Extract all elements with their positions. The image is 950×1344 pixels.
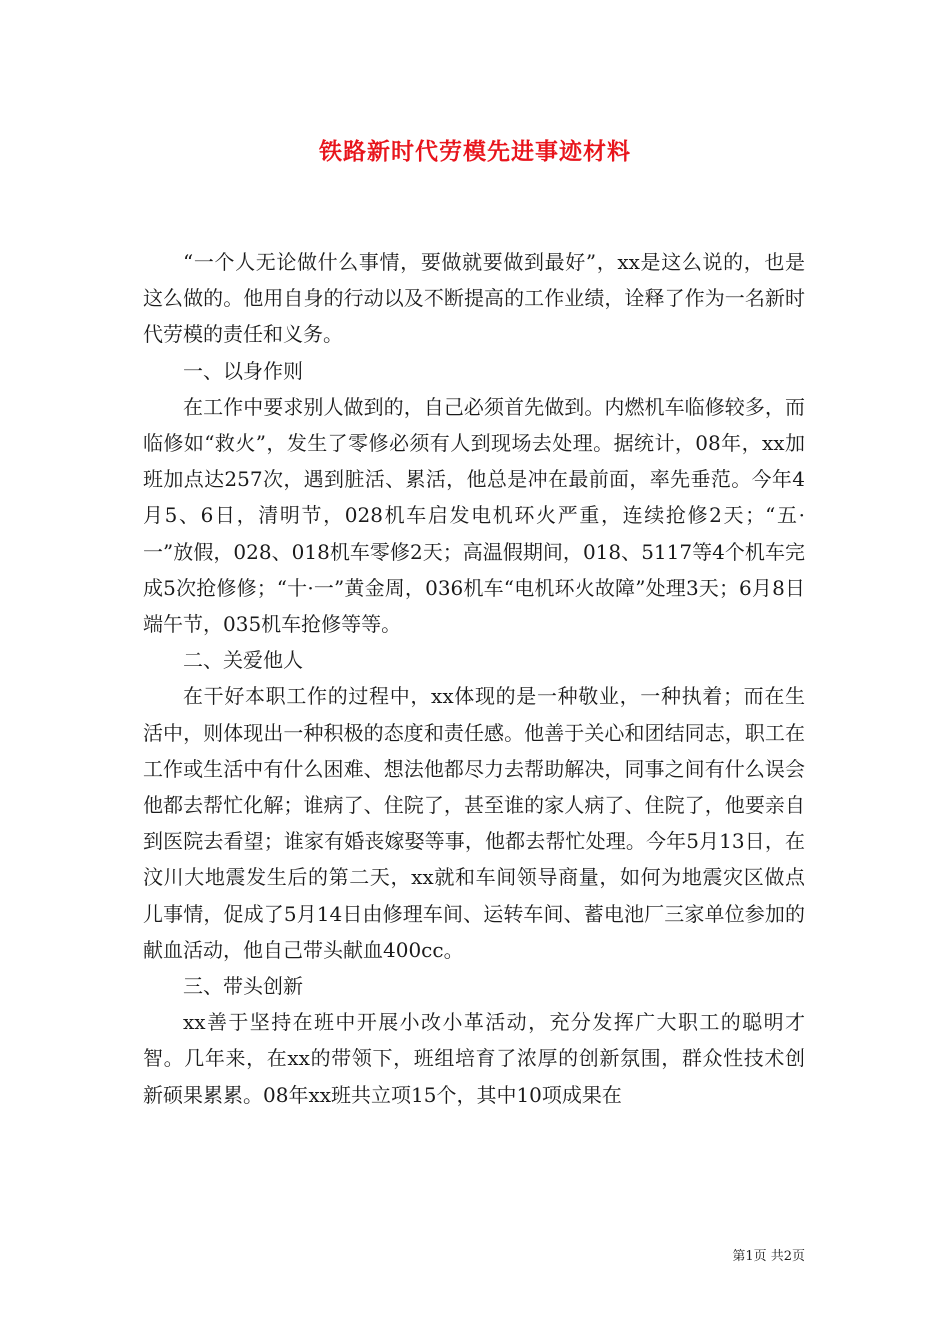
paragraph-section-3: xx善于坚持在班中开展小改小革活动，充分发挥广大职工的聪明才智。几年来，在xx的带领下，班组培育了浓厚的创新氛围，群众性技术创新硕果累累。08年xx班共立项15个，其中10项成果在	[143, 1010, 805, 1107]
paragraph-section-2: 在干好本职工作的过程中，xx体现的是一种敬业，一种执着；而在生活中，则体现出一种积极的态度和责任感。他善于关心和团结同志，职工在工作或生活中有什么困难、想法他都尽力去帮助解决，同事之间有什么误会他都去帮忙化解；谁病了、住院了，甚至谁的家人病了、住院了，他要亲自到医院去看望；谁家有婚丧嫁娶等事，他都去帮忙处理。今年5月13日，在汶川大地震发生后的第二天，xx就和车间领导商量，如何为地震灾区做点儿事情，促成了5月14日由修理车间、运转车间、蓄电池厂三家单位参加的献血活动，他自己带头献血400cc。	[143, 684, 805, 962]
section-heading-1: 一、以身作则	[183, 358, 303, 383]
paragraph-section-1: 在工作中要求别人做到的，自己必须首先做到。内燃机车临修较多，而临修如“救火”，发生了零修必须有人到现场去处理。据统计，08年，xx加班加点达257次，遇到脏活、累活，他总是冲在最前面，率先垂范。今年4月5、6日，清明节，028机车启发电机环火严重，连续抢修2天；“五·一”放假，028、018机车零修2天；高温假期间，018、5117等4个机车完成5次抢修修；“十·一”黄金周，036机车“电机环火故障”处理3天；6月8日端午节，035机车抢修等等。	[143, 394, 805, 637]
document-body	[143, 244, 805, 1113]
section-heading-3: 三、带头创新	[183, 974, 303, 999]
section-heading-2: 二、关爱他人	[183, 648, 303, 673]
paragraph-intro: “一个人无论做什么事情，要做就要做到最好”，xx是这么说的，也是这么做的。他用自身的行动以及不断提高的工作业绩，诠释了作为一名新时代劳模的责任和义务。	[143, 250, 805, 347]
document-title: 铁路新时代劳模先进事迹材料	[319, 138, 631, 165]
page-number: 第1页 共2页	[732, 1249, 805, 1264]
